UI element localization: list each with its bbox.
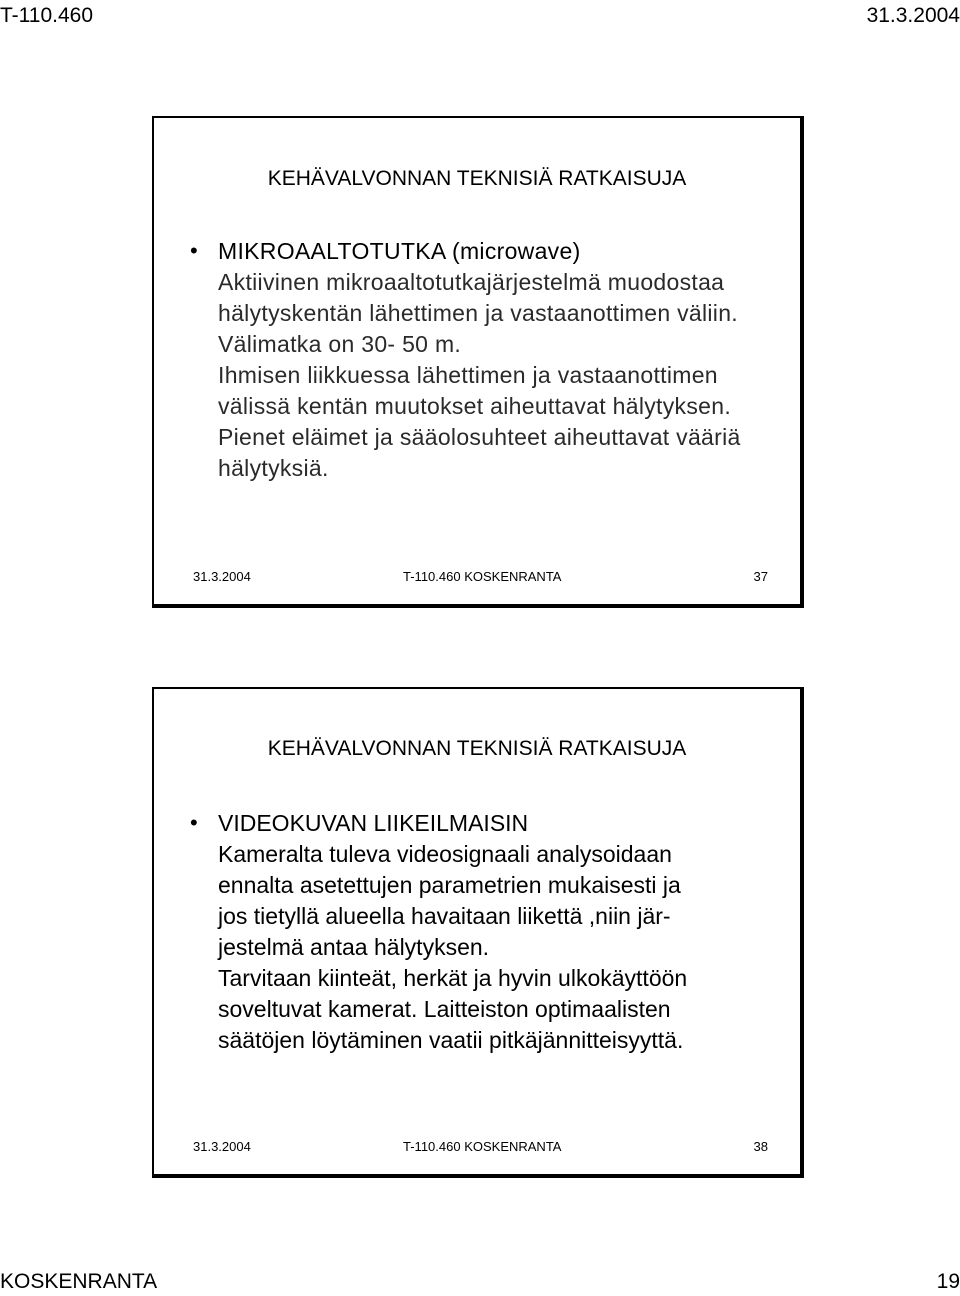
slide-37: [152, 116, 804, 608]
body-line: hälytyksiä.: [218, 455, 329, 481]
body-line: hälytyskentän lähettimen ja vastaanottimen väliin.: [218, 300, 738, 326]
slide-footer-date: 31.3.2004: [193, 1139, 251, 1154]
bullet-heading: MIKROAALTOTUTKA (microwave): [218, 238, 581, 264]
bullet-text: [218, 808, 687, 1056]
page-header-course: T-110.460: [0, 4, 94, 27]
body-line: soveltuvat kamerat. Laitteiston optimaalisten: [218, 996, 671, 1022]
body-line: Ihmisen liikkuessa lähettimen ja vastaanottimen: [218, 362, 718, 388]
slide-title: KEHÄVALVONNAN TEKNISIÄ RATKAISUJA: [267, 737, 687, 760]
slide-footer-date: 31.3.2004: [193, 569, 251, 584]
slide-title: KEHÄVALVONNAN TEKNISIÄ RATKAISUJA: [267, 167, 687, 190]
page-header-date: 31.3.2004: [866, 4, 960, 27]
body-line: jestelmä antaa hälytyksen.: [218, 934, 490, 960]
body-line: Aktiivinen mikroaaltotutkajärjestelmä muodostaa: [218, 269, 725, 295]
body-line: Tarvitaan kiinteät, herkät ja hyvin ulkokäyttöön: [218, 965, 688, 991]
body-line: Välimatka on 30- 50 m.: [218, 331, 462, 357]
slide-footer: [154, 569, 800, 585]
bullet-point: •: [190, 238, 198, 263]
bullet-heading: VIDEOKUVAN LIIKEILMAISIN: [218, 810, 529, 836]
page-number: 19: [936, 1270, 960, 1293]
body-line: välissä kentän muutokset aiheuttavat hälytyksen.: [218, 393, 732, 419]
page-footer-author: KOSKENRANTA: [0, 1270, 158, 1293]
slide-footer-course: T-110.460 KOSKENRANTA: [403, 569, 562, 584]
slide-38: [152, 687, 804, 1178]
bullet-point: •: [190, 810, 198, 835]
slide-footer-course: T-110.460 KOSKENRANTA: [403, 1139, 562, 1154]
body-line: Kameralta tuleva videosignaali analysoidaan: [218, 841, 672, 867]
body-line: jos tietyllä alueella havaitaan liikettä ,niin jär-: [218, 903, 671, 929]
body-line: Pienet eläimet ja sääolosuhteet aiheuttavat vääriä: [218, 424, 741, 450]
slide-footer: [154, 1139, 800, 1155]
bullet-text: [218, 236, 741, 484]
body-line: säätöjen löytäminen vaatii pitkäjännitteisyyttä.: [218, 1027, 684, 1053]
body-line: ennalta asetettujen parametrien mukaisesti ja: [218, 872, 681, 898]
slide-number: 37: [753, 569, 768, 584]
slide-number: 38: [753, 1139, 768, 1154]
